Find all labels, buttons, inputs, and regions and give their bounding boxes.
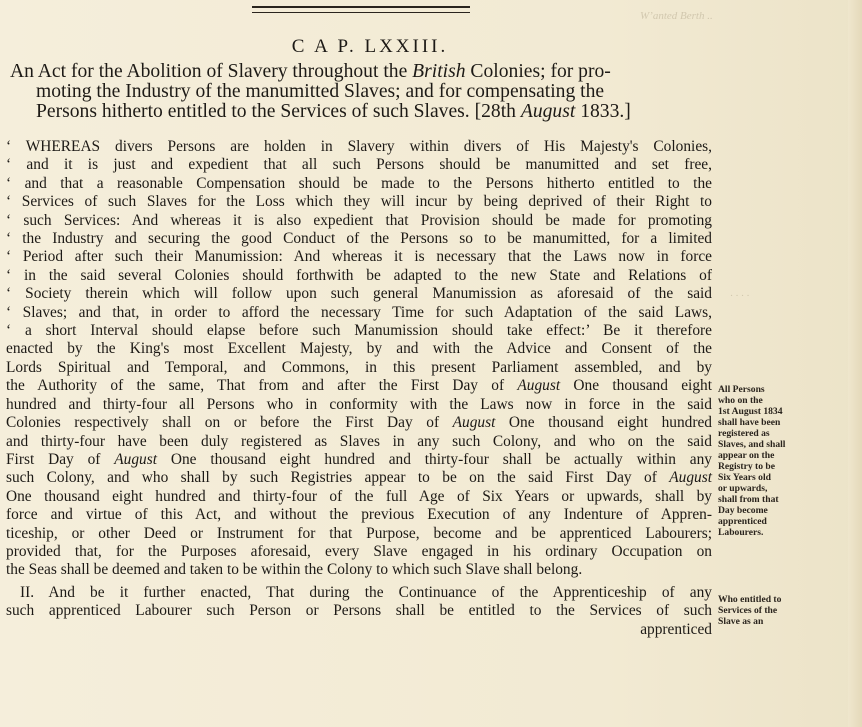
bleed-through-text: · · · · [730, 290, 750, 302]
body-line: and thirty-four have been duly registered as Slaves in any such Colony, and who on the said [6, 432, 712, 450]
body-line: Lords Spiritual and Temporal, and Commons, in this present Parliament assembled, and by [6, 358, 712, 376]
title-line: An Act for the Abolition of Slavery throughout the British Colonies; for pro- [10, 61, 611, 82]
body-line: ‘ Period after such their Manumission: And whereas it is necessary that the Laws now in force [6, 248, 712, 266]
margin-note-line: registered as [718, 428, 770, 439]
body-line: ‘ and that a reasonable Compensation should be made to the Persons hitherto entitled to the [6, 174, 712, 192]
body-line: Colonies respectively shall on or before the First Day of August One thousand eight hundred [6, 414, 712, 432]
body-line: ‘ Slaves; and that, in order to afford the necessary Time for such Adaptation of the said Laws, [6, 303, 712, 321]
margin-note-line: shall have been [718, 417, 781, 428]
margin-note-line: All Persons [718, 384, 765, 395]
body-line: ‘ the Industry and securing the good Conduct of the Persons so to be manumitted, for a limited [6, 230, 712, 248]
body-line: ‘ WHEREAS divers Persons are holden in Slavery within divers of His Majesty's Colonies, [6, 138, 712, 155]
body-line: ‘ Society therein which will follow upon such general Manumission as aforesaid of the said [6, 285, 712, 303]
margin-note-line: Services of the [718, 605, 778, 616]
title-line: moting the Industry of the manumitted Slaves; and for compensating the [36, 81, 605, 102]
margin-note-line: Slave as an [718, 616, 764, 627]
bleed-through-text: W’anted Berth .. [640, 10, 713, 22]
top-rule [252, 6, 470, 13]
section-line: II. And be it further enacted, That during the Continuance of the Apprenticeship of any [20, 584, 712, 601]
margin-note-line: Six Years old [718, 472, 771, 483]
body-line: ‘ a short Interval should elapse before such Manumission should take effect:’ Be it therefore [6, 322, 712, 340]
margin-note-line: 1st August 1834 [718, 406, 783, 417]
section-2 [6, 584, 712, 639]
margin-note-line: appear on the [718, 450, 775, 461]
body-line: such Colony, and who shall by such Registries appear to be on the said First Day of August [6, 469, 712, 487]
body-line: provided that, for the Purposes aforesaid, every Slave engaged in his ordinary Occupation on [6, 542, 712, 560]
margin-note-line: Slaves, and shall [718, 439, 786, 450]
margin-note-line: Who entitled to [718, 594, 782, 605]
margin-note-line: shall from that [718, 494, 779, 505]
body-line: ‘ such Services: And whereas it is also expedient that Provision should be made for promoting [6, 211, 712, 229]
body-line: One thousand eight hundred and thirty-four of the full Age of Six Years or upwards, shall by [6, 487, 712, 505]
body-line: First Day of August One thousand eight hundred and thirty-four shall be actually within any [6, 450, 712, 468]
margin-note-line: or upwards, [718, 483, 768, 494]
body-line: the Seas shall be deemed and taken to be within the Colony to which such Slave shall belong. [6, 561, 583, 579]
body-line: enacted by the King's most Excellent Majesty, by and with the Advice and Consent of the [6, 340, 712, 358]
margin-note-line: apprenticed [718, 516, 767, 527]
margin-note-apprenticed-labourers [718, 384, 814, 538]
body-line: the Authority of the same, That from and after the First Day of August One thousand eight [6, 377, 712, 395]
body-line: ‘ in the said several Colonies should forthwith be adapted to the new State and Relations of [6, 266, 712, 284]
page-edge [848, 0, 862, 727]
chapter-heading: C A P. LXXIII. [291, 36, 449, 57]
section-line: apprenticed [640, 620, 712, 638]
margin-note-line: Labourers. [718, 527, 764, 538]
section-line: such apprenticed Labourer such Person or Persons shall be entitled to the Services of such [6, 602, 712, 620]
body-line: hundred and thirty-four all Persons who in conformity with the Laws now in force in the said [6, 395, 712, 413]
body-line: ticeship, or other Deed or Instrument for that Purpose, become and be apprenticed Labourers; [6, 524, 712, 542]
body-line: ‘ and it is just and expedient that all such Persons should be manumitted and set free, [6, 156, 712, 174]
margin-note-line: who on the [718, 395, 763, 406]
act-title [10, 62, 715, 122]
title-line: Persons hitherto entitled to the Services of such Slaves. [28th August 1833.] [36, 101, 631, 122]
preamble-and-section-1 [6, 138, 712, 580]
margin-note-line: Registry to be [718, 461, 776, 472]
body-line: force and virtue of this Act, and without the previous Execution of any Indenture of Appren- [6, 506, 712, 524]
body-line: ‘ Services of such Slaves for the Loss which they will incur by being deprived of their Right to [6, 193, 712, 211]
margin-note-line: Day become [718, 505, 768, 516]
margin-note-who-entitled [718, 594, 814, 627]
